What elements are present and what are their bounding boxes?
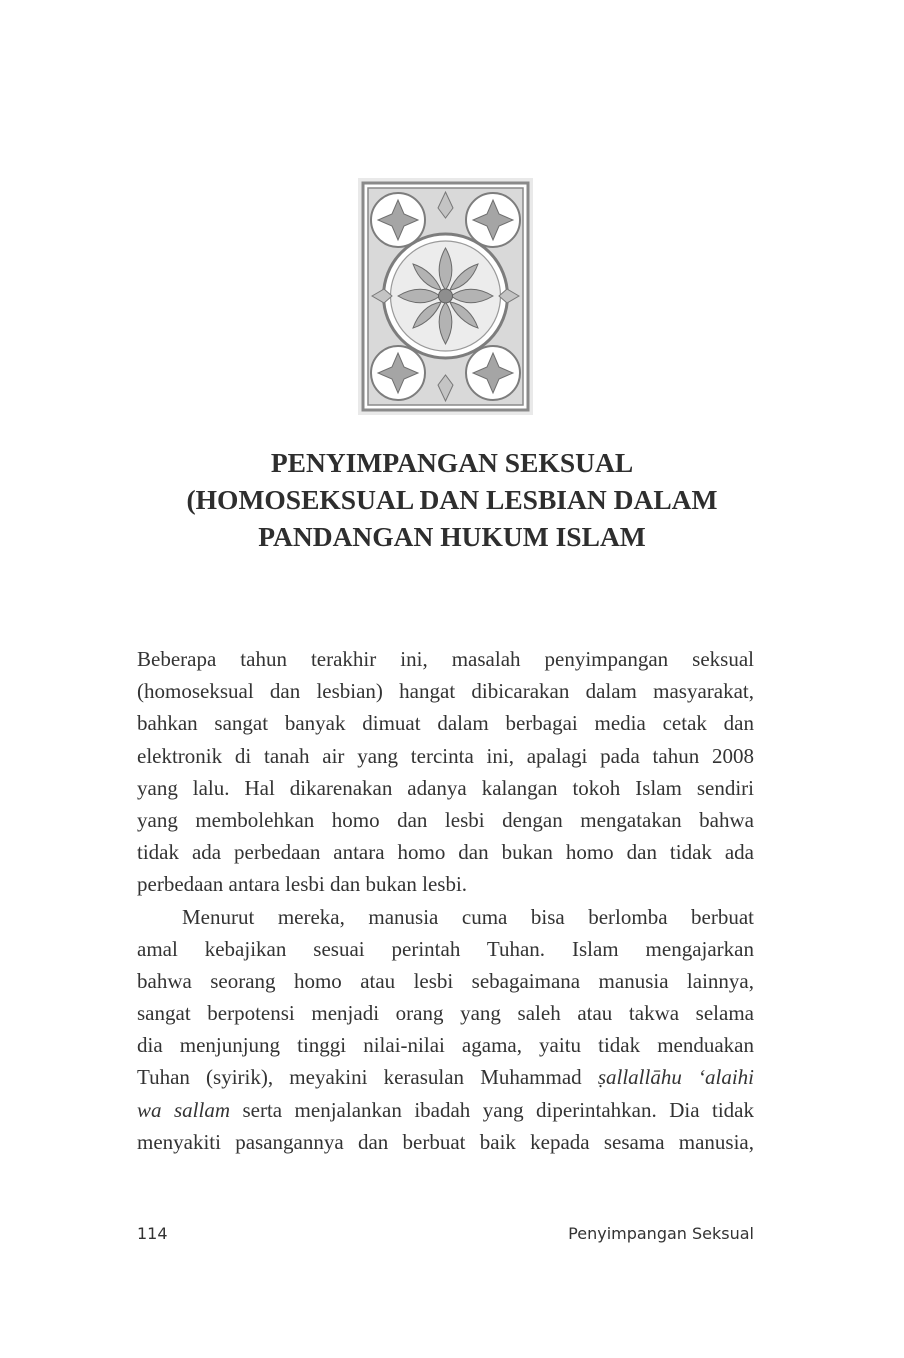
paragraph-2 xyxy=(137,901,754,1159)
text-line: tidak ada perbedaan antara homo dan bukan homo dan tidak ada xyxy=(137,840,754,865)
text-line xyxy=(137,1094,754,1126)
text-line: Beberapa tahun terakhir ini, masalah penyimpangan seksual xyxy=(137,647,754,671)
text-line: (homoseksual dan lesbian) hangat dibicarakan dalam masyarakat, xyxy=(137,679,754,704)
paragraph-1 xyxy=(137,643,754,901)
text-line: dia menjunjung tinggi nilai-nilai agama, yaitu tidak menduakan xyxy=(137,1033,754,1058)
text-run: Tuhan (syirik), meyakini kerasulan Muhammad xyxy=(137,1065,598,1090)
running-title: Penyimpangan Seksual xyxy=(568,1224,754,1243)
text-line: amal kebajikan sesuai perintah Tuhan. Islam mengajarkan xyxy=(137,936,754,961)
chapter-ornament xyxy=(358,178,533,415)
text-line: Menurut mereka, manusia cuma bisa berlomba berbuat xyxy=(182,904,754,929)
floral-ornament-icon xyxy=(358,178,533,415)
chapter-title-line-2: (HOMOSEKSUAL DAN LESBIAN DALAM xyxy=(186,484,718,515)
text-line: elektronik di tanah air yang tercinta ini, apalagi pada tahun 2008 xyxy=(137,743,754,768)
text-line xyxy=(137,1061,754,1093)
italic-transliteration: ṣallallāhu ‘alaihi xyxy=(597,1065,754,1090)
body-text xyxy=(137,643,754,1158)
page-number: 114 xyxy=(137,1224,168,1243)
text-line: menyakiti pasangannya dan berbuat baik kepada sesama manusia, xyxy=(137,1129,754,1154)
italic-transliteration: wa sallam xyxy=(137,1097,230,1122)
text-line: yang lalu. Hal dikarenakan adanya kalangan tokoh Islam sendiri xyxy=(137,775,754,800)
chapter-title-line-3: PANDANGAN HUKUM ISLAM xyxy=(258,521,646,552)
chapter-title-line-1: PENYIMPANGAN SEKSUAL xyxy=(270,447,634,478)
text-line: bahwa seorang homo atau lesbi sebagaimana manusia lainnya, xyxy=(137,968,754,993)
text-line: sangat berpotensi menjadi orang yang saleh atau takwa selama xyxy=(137,1001,754,1026)
text-line: yang membolehkan homo dan lesbi dengan mengatakan bahwa xyxy=(137,807,754,832)
text-line: bahkan sangat banyak dimuat dalam berbagai media cetak dan xyxy=(137,711,754,736)
chapter-title xyxy=(100,444,804,555)
text-line: perbedaan antara lesbi dan bukan lesbi. xyxy=(137,872,468,897)
text-run: serta menjalankan ibadah yang diperintahkan. Dia tidak xyxy=(229,1097,754,1122)
